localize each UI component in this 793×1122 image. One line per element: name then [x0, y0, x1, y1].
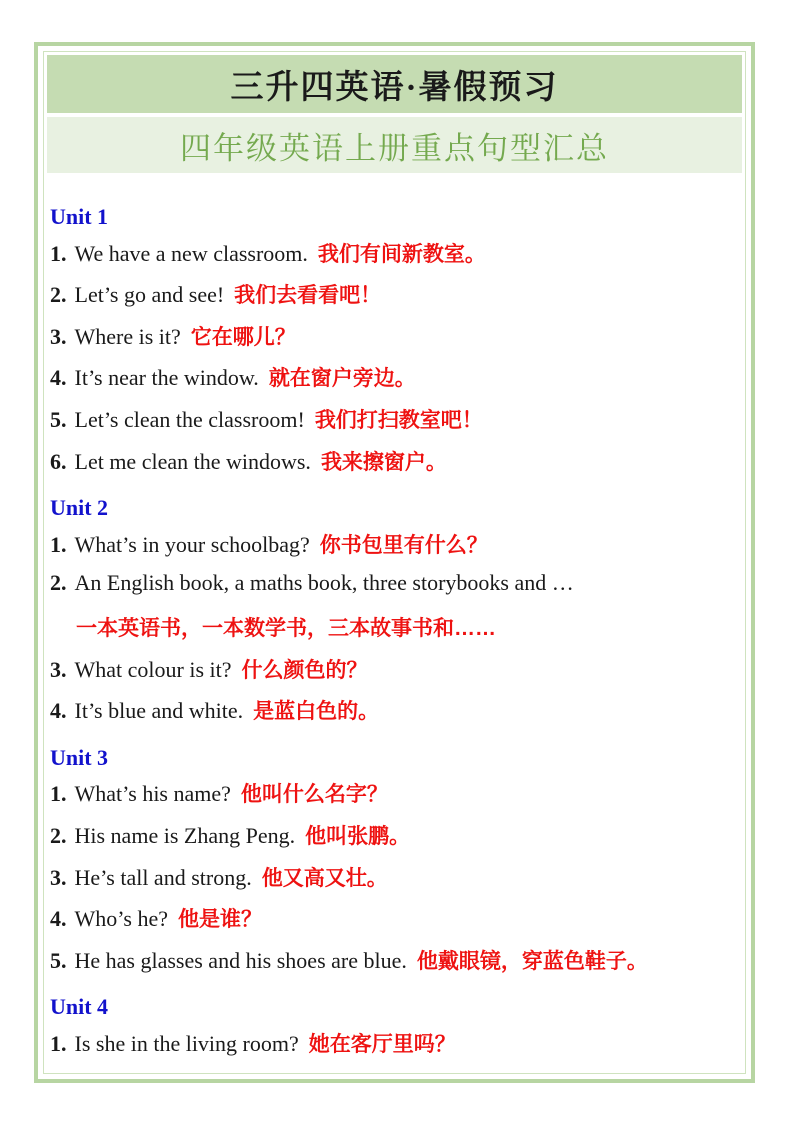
- sentence-line: [50, 1028, 738, 1070]
- sentence-line: [50, 321, 738, 363]
- sentence-translation: 它在哪儿？: [190, 325, 296, 349]
- page-frame: [34, 42, 755, 1083]
- title-banner: [47, 55, 742, 113]
- sentence-english: He’s tall and strong.: [74, 864, 252, 890]
- sentence-line: [50, 778, 738, 820]
- sentence-translation: 我来擦窗户。: [320, 450, 447, 474]
- subtitle-banner: [47, 117, 742, 173]
- units: [47, 173, 742, 1069]
- sentence-english: What’s his name?: [74, 781, 231, 807]
- sentence-translation: 他叫什么名字？: [240, 783, 388, 807]
- sentence-english: We have a new classroom.: [74, 240, 308, 266]
- sentence-translation: 就在窗户旁边。: [268, 367, 416, 391]
- sentence-line: [50, 945, 738, 987]
- sentence-line: [50, 404, 738, 446]
- page-title: 三升四英语·暑假预习: [230, 69, 559, 106]
- sentence-english: It’s blue and white.: [74, 698, 244, 724]
- sentence-translation: 什么颜色的？: [241, 658, 368, 682]
- page-inner-frame: [43, 51, 746, 1074]
- sentence-number: 2.: [50, 822, 67, 848]
- sentence-english: Is she in the living room?: [74, 1030, 299, 1056]
- sentence-line: [50, 820, 738, 862]
- sentence-translation: 你书包里有什么？: [319, 533, 488, 557]
- sentence-line-continuation: [50, 612, 738, 654]
- unit-heading: Unit 1: [50, 203, 109, 229]
- sentence-english: Let me clean the windows.: [74, 448, 311, 474]
- sentence-number: 4.: [50, 365, 67, 391]
- page-subtitle: 四年级英语上册重点句型汇总: [180, 130, 609, 166]
- sentence-number: 2.: [50, 282, 67, 308]
- sentence-translation: 他又高又壮。: [261, 866, 388, 890]
- sentence-line: [50, 446, 738, 488]
- sentence-line: [50, 279, 738, 321]
- sentence-number: 1.: [50, 240, 67, 266]
- sentence-english: Where is it?: [74, 323, 181, 349]
- sentence-translation: 她在客厅里吗？: [308, 1032, 456, 1056]
- unit-heading: Unit 2: [50, 494, 109, 520]
- sentence-line: [50, 529, 738, 571]
- sentence-translation: 一本英语书，一本数学书，三本故事书和……: [76, 616, 496, 640]
- sentence-translation: 我们有间新教室。: [317, 242, 486, 266]
- sentence-line: [50, 654, 738, 696]
- sentence-line: [50, 238, 738, 280]
- sentence-number: 5.: [50, 947, 67, 973]
- sentence-english: Who’s he?: [74, 906, 168, 932]
- sentence-translation: 他叫张鹏。: [305, 824, 411, 848]
- sentence-translation: 我们打扫教室吧！: [314, 408, 483, 432]
- sentence-translation: 他戴眼镜，穿蓝色鞋子。: [416, 949, 648, 973]
- sentence-number: 1.: [50, 1030, 67, 1056]
- sentence-english: Let’s clean the classroom!: [74, 406, 305, 432]
- sentence-english: What’s in your schoolbag?: [74, 531, 310, 557]
- sentence-number: 1.: [50, 781, 67, 807]
- sentence-line: [50, 903, 738, 945]
- sentence-translation: 我们去看看吧！: [234, 284, 382, 308]
- sentence-line: [50, 570, 738, 612]
- sentence-line: [50, 862, 738, 904]
- sentence-number: 3.: [50, 656, 67, 682]
- sentence-english: An English book, a maths book, three storybooks and …: [74, 570, 574, 596]
- sentence-number: 4.: [50, 698, 67, 724]
- sentence-english: He has glasses and his shoes are blue.: [74, 947, 407, 973]
- sentence-number: 3.: [50, 323, 67, 349]
- sentence-english: What colour is it?: [74, 656, 232, 682]
- unit-heading: Unit 3: [50, 744, 109, 770]
- sentence-line: [50, 695, 738, 737]
- sentence-number: 6.: [50, 448, 67, 474]
- sentence-number: 5.: [50, 406, 67, 432]
- sentence-english: Let’s go and see!: [74, 282, 225, 308]
- unit-heading: Unit 4: [50, 994, 109, 1020]
- sentence-english: It’s near the window.: [74, 365, 259, 391]
- sentence-english: His name is Zhang Peng.: [74, 822, 296, 848]
- sentence-translation: 他是谁？: [177, 908, 262, 932]
- sentence-line: [50, 362, 738, 404]
- sentence-number: 1.: [50, 531, 67, 557]
- sentence-translation: 是蓝白色的。: [253, 700, 380, 724]
- sentence-number: 3.: [50, 864, 67, 890]
- sentence-number: 2.: [50, 570, 67, 596]
- sentence-number: 4.: [50, 906, 67, 932]
